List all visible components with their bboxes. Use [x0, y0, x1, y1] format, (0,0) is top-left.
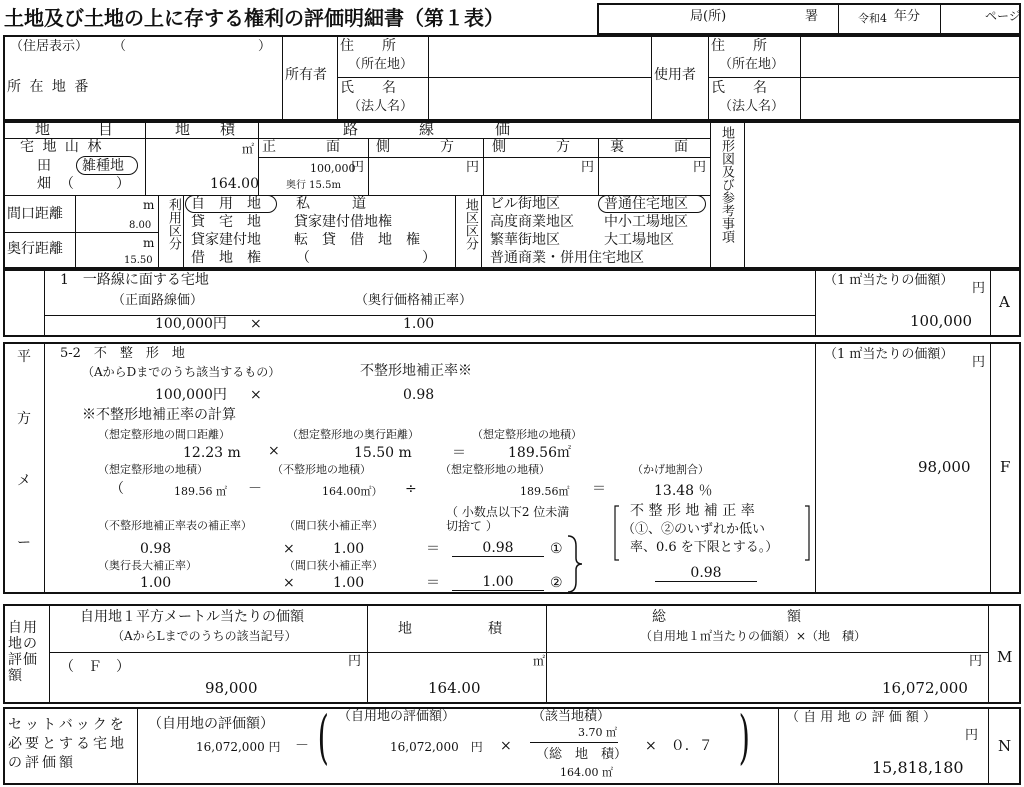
- use-item: 借 地 権: [191, 250, 261, 266]
- district-item: 高度商業地区: [490, 214, 574, 230]
- chimoku-selected: 雑種地: [82, 158, 124, 174]
- n-times: ×: [500, 738, 512, 754]
- n-h2: （自用地の評価額）: [338, 709, 456, 724]
- area-assumed: 189.56㎡: [508, 445, 571, 461]
- area-unit: ㎡: [242, 142, 255, 156]
- minus-sign: －: [248, 481, 262, 497]
- equals-sign: ＝: [426, 575, 440, 591]
- divider: [282, 35, 283, 121]
- result-1: 0.98: [452, 541, 544, 557]
- divider: [183, 195, 184, 269]
- location-label: 所 在 地 番: [7, 79, 91, 95]
- divider: [651, 35, 652, 121]
- section-a-sub2: （奥行価格補正率）: [355, 293, 473, 308]
- district-item: ビル街地区: [490, 196, 560, 212]
- divider: [815, 269, 816, 337]
- depth-label: 奥行距離: [7, 241, 63, 257]
- depth-unit: m: [143, 236, 155, 250]
- divider: [49, 652, 988, 653]
- section-f-value1: 100,000円: [155, 387, 227, 403]
- section-f-result: 98,000: [918, 458, 971, 476]
- n-h3: （該当地積）: [532, 709, 611, 724]
- narrow-rate: 1.00: [333, 541, 365, 557]
- divider: [988, 604, 989, 704]
- district-item: 中小工場地区: [604, 214, 688, 230]
- divider: [428, 35, 429, 121]
- area-value: 164.00: [210, 176, 259, 192]
- chimoku-row1: 宅 地 山 林: [20, 139, 104, 155]
- front-value: 100,000: [310, 162, 356, 175]
- owner-label: 所有者: [285, 67, 327, 83]
- divider: [368, 138, 369, 195]
- h-round: （ 小数点以下2 位未満切捨て ）: [446, 505, 570, 533]
- box-line2: 率、0.6 を下限とする。）: [630, 540, 779, 555]
- h-kage: （かげ地割合）: [632, 463, 709, 476]
- section-m-side: 自用地の評価額: [8, 620, 38, 685]
- h-long: （奥行長大補正率）: [98, 559, 197, 572]
- residence-label: （住居表示）: [10, 39, 89, 54]
- side1-label: 側 方: [376, 139, 456, 155]
- divider: [3, 232, 158, 233]
- section-f-rate: 0.98: [403, 387, 435, 403]
- side-char: 方: [17, 411, 31, 427]
- depth-note: 奥行 15.5m: [286, 180, 341, 191]
- big-paren-close: ): [738, 703, 750, 771]
- final-rate: 0.98: [655, 566, 757, 582]
- mark-2: ②: [550, 575, 563, 591]
- section-f-note: （AからDまでのうち該当するもの）: [82, 365, 281, 379]
- depth-value: 15.50: [124, 255, 153, 266]
- side1-yen: 円: [466, 160, 480, 175]
- m-col3-title: 総 額: [652, 609, 802, 625]
- owner-name-sub: （法人名）: [348, 99, 414, 114]
- m-col1-sub: （AからLまでのうちの該当記号）: [112, 629, 297, 643]
- h-depth: （想定整形地の奥行距離）: [287, 428, 419, 441]
- depth-assumed: 15.50 m: [354, 445, 412, 461]
- use-item: 私 道: [296, 196, 366, 212]
- user-addr-label: 住 所: [711, 38, 767, 54]
- h-narrow: （間口狭小補正率）: [284, 519, 383, 532]
- m-col2-title: 地 積: [398, 621, 503, 637]
- h-frontage: （想定整形地の間口距離）: [98, 428, 230, 441]
- district-item: 大工場地区: [604, 232, 674, 248]
- use-item: 貸 宅 地: [191, 214, 261, 230]
- year-value: 令和4: [858, 12, 887, 25]
- n-h4: （総 地 積）: [536, 747, 628, 762]
- equals-sign: ＝: [452, 445, 466, 461]
- owner-name-label: 氏 名: [340, 80, 396, 96]
- user-label: 使用者: [654, 67, 696, 83]
- m-col1-title: 自用地１平方メートル当たりの価額: [80, 609, 304, 625]
- table-rate: 0.98: [140, 541, 172, 557]
- divide-sign: ÷: [405, 481, 417, 497]
- use-item: 貸家建付地: [191, 232, 261, 248]
- divider: [800, 35, 801, 121]
- use-item: （ ）: [296, 250, 436, 266]
- section-n-code: N: [998, 737, 1012, 755]
- divider: [815, 342, 816, 594]
- times-sign: ×: [268, 443, 280, 459]
- owner-addr-sub: （所在地）: [348, 57, 414, 72]
- times-sign: ×: [283, 541, 295, 557]
- n-res-label: （ 自 用 地 の 評 価 額 ）: [786, 710, 937, 725]
- n-v2: 16,072,000 円: [390, 740, 483, 754]
- n-num: 3.70 ㎡: [578, 726, 617, 739]
- divider: [988, 707, 989, 785]
- divider: [455, 195, 456, 269]
- use-item: 貸家建付借地権: [294, 214, 392, 230]
- section-f-times: ×: [250, 387, 262, 403]
- m-sqm: ㎡: [533, 654, 546, 668]
- section-f-code: F: [1000, 458, 1011, 476]
- box-title: 不 整 形 地 補 正 率: [630, 503, 755, 519]
- chimoku-paren: （ ）: [60, 176, 130, 192]
- m-yen2: 円: [969, 654, 983, 669]
- m-col3-sub: （自用地１㎡当たりの価額）×（地 積）: [640, 629, 867, 643]
- district-item: 繁華街地区: [490, 232, 560, 248]
- section-a-times: ×: [250, 316, 262, 332]
- section-f-rate-label: 不整形地補正率※: [360, 363, 472, 379]
- bureau-label: 局(所): [690, 9, 727, 24]
- section-f-calc-title: ※不整形地補正率の計算: [82, 407, 236, 423]
- kage-value: 13.48 ％: [654, 483, 713, 499]
- divider: [367, 604, 368, 704]
- divider: [708, 35, 709, 121]
- side2-yen: 円: [581, 160, 595, 175]
- year-unit: 年分: [894, 9, 921, 24]
- result-2: 1.00: [452, 575, 544, 591]
- h-narrow2: （間口狭小補正率）: [284, 559, 383, 572]
- big-paren-open: (: [317, 703, 329, 771]
- section-a-code: A: [999, 293, 1010, 311]
- divider: [990, 269, 991, 337]
- divider: [3, 138, 710, 139]
- section-a-value2: 1.00: [403, 316, 435, 332]
- header-divider: [940, 3, 941, 35]
- irr-area: 164.00㎡）: [322, 485, 383, 498]
- divider: [483, 138, 484, 195]
- h-irr-area: （不整形地の地積）: [272, 463, 371, 476]
- user-name-sub: （法人名）: [719, 99, 785, 114]
- chimoku-header: 地 目: [35, 120, 120, 138]
- divider: [708, 77, 1021, 78]
- section-f-unit-label: （1 ㎡当たりの価額）: [824, 347, 954, 362]
- side-char: ー: [17, 535, 31, 551]
- user-name-label: 氏 名: [711, 80, 767, 96]
- header-divider: [838, 3, 839, 35]
- divider: [158, 195, 159, 269]
- divider: [598, 138, 599, 195]
- divider: [137, 707, 138, 785]
- n-h1: （自用地の評価額）: [148, 716, 274, 732]
- n-minus: －: [295, 738, 309, 754]
- brace: [566, 534, 586, 594]
- section-a-value1: 100,000円: [155, 316, 227, 332]
- chimoku-hata: 畑: [37, 176, 51, 192]
- divider: [337, 77, 651, 78]
- divider: [49, 604, 50, 704]
- equals-sign: ＝: [592, 481, 606, 497]
- n-den: 164.00 ㎡: [560, 766, 613, 779]
- use-label: 利用区分: [165, 198, 181, 250]
- area3: 189.56㎡: [520, 485, 570, 498]
- n-v1: 16,072,000 円: [196, 740, 281, 754]
- section-a-title: 1 一路線に面する宅地: [60, 272, 209, 288]
- divider: [481, 195, 482, 269]
- divider: [990, 342, 991, 594]
- mark-1: ①: [550, 541, 563, 557]
- front-yen: 円: [351, 160, 365, 175]
- rosenka-header: 路 線 価: [343, 120, 515, 138]
- m-code-f: （ Ｆ ）: [60, 659, 130, 675]
- office-label: 署: [805, 9, 819, 24]
- section-f-yen: 円: [972, 355, 986, 370]
- address-block: [3, 35, 1021, 121]
- section-a-sub1: （正面路線価）: [112, 293, 204, 308]
- area2: 189.56 ㎡: [174, 485, 227, 498]
- chiseki-header: 地 積: [175, 120, 236, 138]
- h-area2: （想定整形地の地積）: [98, 463, 208, 476]
- side2-label: 側 方: [492, 139, 572, 155]
- h-area3: （想定整形地の地積）: [440, 463, 550, 476]
- use-selected: 自 用 地: [191, 196, 261, 212]
- residence-paren-close: ）: [258, 39, 272, 54]
- section-f-title: 5-2 不 整 形 地: [60, 346, 185, 361]
- chimoku-ta: 田: [37, 158, 51, 174]
- user-addr-sub: （所在地）: [719, 57, 785, 72]
- page-label: ページ: [985, 9, 1021, 23]
- divider: [44, 342, 45, 594]
- back-yen: 円: [693, 160, 707, 175]
- divider: [44, 269, 45, 337]
- district-selected: 普通住宅地区: [604, 196, 688, 212]
- district-label: 地区区分: [462, 198, 478, 250]
- frontage-value: 8.00: [129, 220, 152, 231]
- n-factor: × ０．７: [645, 738, 713, 754]
- residence-paren-open: （: [113, 39, 127, 54]
- h-area: （想定整形地の地積）: [472, 428, 582, 441]
- frontage-assumed: 12.23 m: [183, 445, 241, 461]
- divider: [337, 35, 338, 121]
- form-title: 土地及び土地の上に存する権利の評価明細書（第１表）: [4, 6, 504, 30]
- divider: [145, 121, 146, 195]
- section-n-side: セットバックを必要とする宅地の評価額: [8, 717, 127, 771]
- frontage-label: 間口距離: [7, 206, 63, 222]
- equals-sign: ＝: [426, 541, 440, 557]
- times-sign: ×: [283, 575, 295, 591]
- paren-open: （: [110, 481, 124, 497]
- m-yen: 円: [348, 654, 362, 669]
- chikei-label: 地形図及び参考事項: [719, 126, 734, 243]
- m-price: 98,000: [205, 679, 258, 697]
- divider: [710, 121, 711, 269]
- section-a-yen: 円: [972, 281, 986, 296]
- back-label: 裏 面: [610, 139, 690, 155]
- frontage-unit: m: [143, 198, 155, 212]
- m-total: 16,072,000: [882, 679, 968, 697]
- front-label: 正 面: [262, 139, 342, 155]
- side-char: メ: [17, 473, 31, 489]
- divider: [258, 157, 710, 158]
- fraction-line: [530, 742, 618, 743]
- narrow-rate2: 1.00: [333, 575, 365, 591]
- section-a-result: 100,000: [910, 312, 973, 330]
- m-area: 164.00: [428, 679, 481, 697]
- n-result: 15,818,180: [872, 758, 964, 777]
- box-line1: （①、②のいずれか低い: [622, 522, 766, 537]
- use-item: 転 貸 借 地 権: [294, 232, 420, 248]
- h-table-rate: （不整形地補正率表の補正率）: [98, 519, 252, 532]
- long-rate: 1.00: [140, 575, 172, 591]
- divider: [546, 604, 547, 704]
- section-a-unit-label: （1 ㎡当たりの価額）: [824, 273, 954, 288]
- owner-addr-label: 住 所: [340, 38, 396, 54]
- n-yen: 円: [965, 728, 979, 743]
- side-char: 平: [17, 349, 31, 365]
- section-m-code: M: [997, 648, 1013, 666]
- district-item: 普通商業・併用住宅地区: [490, 250, 644, 266]
- divider: [778, 707, 779, 785]
- divider: [744, 121, 745, 269]
